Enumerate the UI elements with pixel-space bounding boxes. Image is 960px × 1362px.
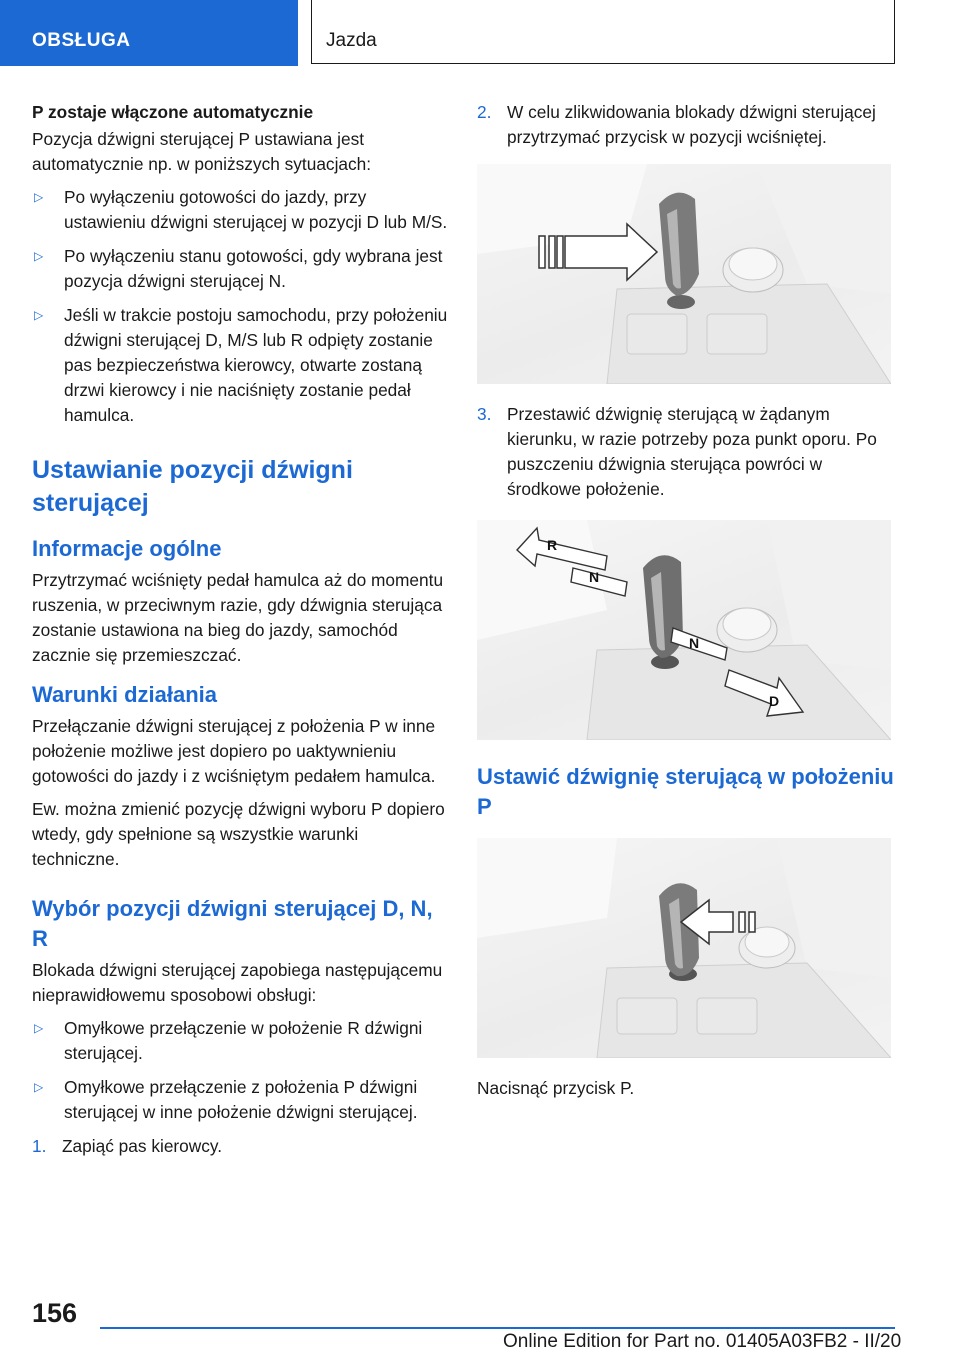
section-heading: Ustawianie pozycji dźwigni sterującej <box>32 456 353 517</box>
list-item: ▷ Po wyłączeniu stanu gotowości, gdy wybrana jest pozycja dźwigni sterującej N. <box>32 244 450 294</box>
gear-lever-illustration <box>477 164 891 384</box>
auto-p-intro: Pozycja dźwigni sterującej P ustawiana jest automatycznie np. w poniższych sytuacjach: <box>32 129 372 174</box>
gear-direction-illustration <box>477 520 891 740</box>
selection-heading: Wybór pozycji dźwigni sterującej D, N, R <box>32 896 433 951</box>
conditions-heading: Warunki działania <box>32 682 218 707</box>
gear-label-n: N <box>589 569 600 585</box>
step-item: 3. Przestawić dźwignię sterującą w żądanym kierunku, w razie potrzeby poza punkt oporu. Po puszczeniu dźwignia sterująca powróci w środkowe położenie. <box>477 402 897 502</box>
figure-caption: Nacisnąć przycisk P. <box>477 1078 635 1098</box>
selection-intro: Blokada dźwigni sterującej zapobiega następującemu nieprawidłowemu sposobowi obsługi: <box>32 960 443 1005</box>
triangle-bullet-icon: ▷ <box>34 190 44 204</box>
list-item: ▷ Omyłkowe przełączenie z położenia P dźwigni sterującej w inne położenie dźwigni sterującej. <box>32 1075 450 1125</box>
park-button-illustration <box>477 838 891 1058</box>
triangle-bullet-icon: ▷ <box>34 308 44 322</box>
page-number: 156 <box>32 1298 78 1328</box>
conditions-text-2: Ew. można zmienić pozycję dźwigni wyboru P dopiero wtedy, gdy spełnione są wszystkie warunki techniczne. <box>32 799 445 869</box>
section-tab: OBSŁUGA <box>0 0 298 66</box>
step-number: 1. <box>32 1136 47 1156</box>
triangle-bullet-icon: ▷ <box>34 249 44 263</box>
gear-label-r: R <box>547 537 558 553</box>
step-number: 3. <box>477 404 492 424</box>
gear-label-n: N <box>689 635 700 651</box>
triangle-bullet-icon: ▷ <box>34 1080 44 1094</box>
edition-text: Online Edition for Part no. 01405A03FB2 - II/20 <box>503 1331 902 1352</box>
gear-label-d: D <box>769 693 780 709</box>
list-item: ▷ Po wyłączeniu gotowości do jazdy, przy ustawieniu dźwigni sterującej w pozycji D lub M/S. <box>32 185 450 235</box>
conditions-text: Przełączanie dźwigni sterującej z położenia P w inne położenie możliwe jest dopiero po uaktywnieniu gotowości do jazdy i z wciśniętym pedałem hamulca. <box>32 716 436 786</box>
gear-lever-direction-figure <box>477 520 891 740</box>
step-number: 2. <box>477 102 492 122</box>
list-item: ▷ Omyłkowe przełączenie w położenie R dźwigni sterującej. <box>32 1016 450 1066</box>
list-item: ▷ Jeśli w trakcie postoju samochodu, przy położeniu dźwigni sterującej D, M/S lub R odpięty zostanie pas bezpieczeństwa kierowcy, otwarte zostaną drzwi kierowcy i nie naciśnięty zostanie pedał hamulca. <box>32 303 450 428</box>
auto-p-heading: P zostaje włączone automatycznie <box>32 102 314 122</box>
park-button-figure <box>477 838 891 1058</box>
chapter-tab: Jazda <box>311 0 895 64</box>
footer-divider <box>100 1327 895 1329</box>
step-item: 2. W celu zlikwidowania blokady dźwigni sterującej przytrzymać przycisk w pozycji wciśniętej. <box>477 100 897 150</box>
gear-lever-button-figure <box>477 164 891 384</box>
page-header <box>0 0 960 66</box>
set-p-heading: Ustawić dźwignię sterującą w położeniu P <box>477 764 894 819</box>
general-info-heading: Informacje ogólne <box>32 536 222 561</box>
triangle-bullet-icon: ▷ <box>34 1021 44 1035</box>
step-item: 1. Zapiąć pas kierowcy. <box>32 1134 450 1159</box>
general-info-text: Przytrzymać wciśnięty pedał hamulca aż do momentu ruszenia, w przeciwnym razie, gdy dźwignia sterująca zostanie ustawiona na bieg do jazdy, samochód zacznie się przemieszczać. <box>32 570 444 665</box>
right-column <box>477 100 897 1101</box>
left-column <box>32 100 450 1168</box>
